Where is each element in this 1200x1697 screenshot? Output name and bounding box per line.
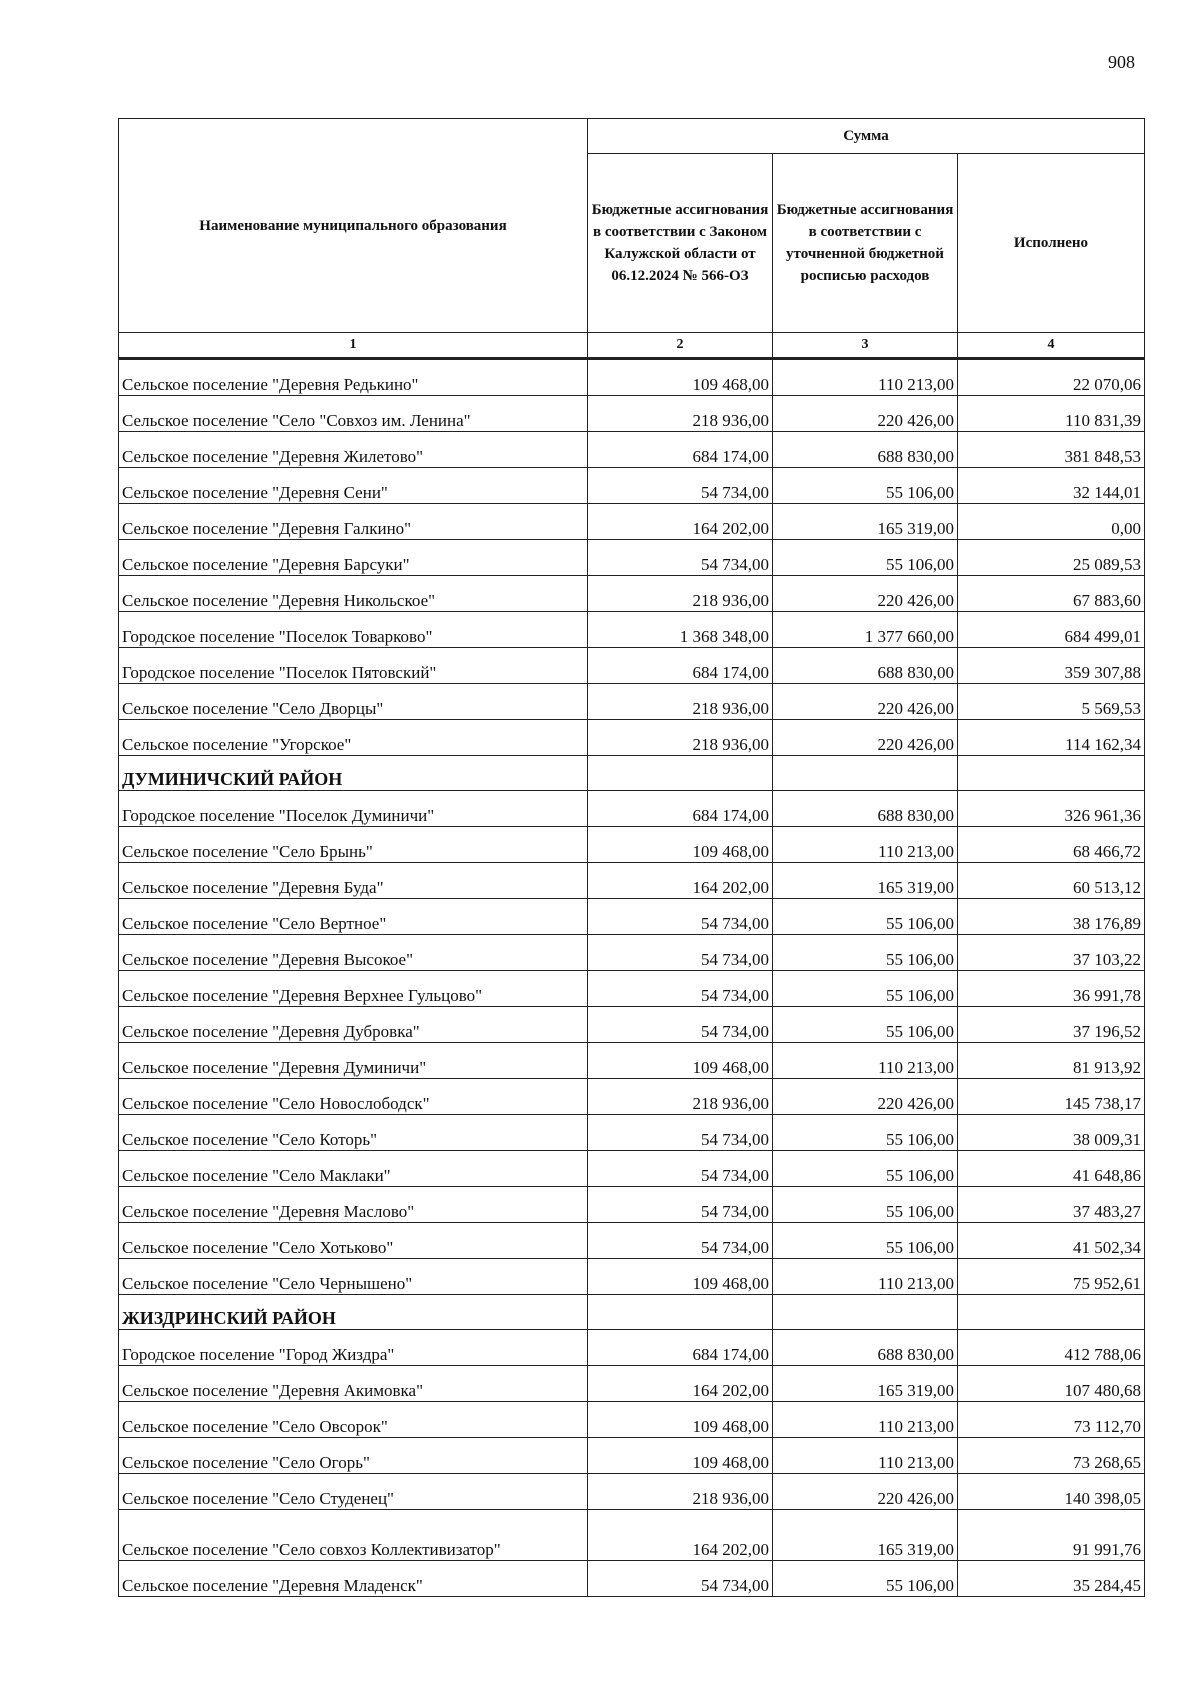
executed-amount-cell: 684 499,01 (958, 612, 1145, 648)
refined-appropriation-cell (773, 1295, 958, 1330)
refined-appropriation-cell: 55 106,00 (773, 899, 958, 935)
refined-appropriation-cell: 220 426,00 (773, 684, 958, 720)
municipality-name-cell: Сельское поселение "Село Брынь" (119, 827, 588, 863)
law-appropriation-cell: 54 734,00 (588, 935, 773, 971)
law-appropriation-cell: 54 734,00 (588, 1561, 773, 1597)
municipality-name-cell: Сельское поселение "Село Вертное" (119, 899, 588, 935)
executed-amount-cell: 32 144,01 (958, 468, 1145, 504)
law-appropriation-cell: 109 468,00 (588, 1043, 773, 1079)
municipality-name-cell: Сельское поселение "Деревня Никольское" (119, 576, 588, 612)
law-appropriation-cell: 1 368 348,00 (588, 612, 773, 648)
executed-amount-cell: 67 883,60 (958, 576, 1145, 612)
table-row (119, 684, 1145, 720)
refined-appropriation-cell: 220 426,00 (773, 396, 958, 432)
law-appropriation-cell: 109 468,00 (588, 827, 773, 863)
refined-appropriation-cell: 1 377 660,00 (773, 612, 958, 648)
executed-amount-cell: 37 483,27 (958, 1187, 1145, 1223)
executed-amount-cell: 91 991,76 (958, 1510, 1145, 1561)
refined-appropriation-cell: 55 106,00 (773, 1151, 958, 1187)
executed-amount-cell: 75 952,61 (958, 1259, 1145, 1295)
refined-appropriation-cell: 55 106,00 (773, 971, 958, 1007)
table-row (119, 1079, 1145, 1115)
law-appropriation-cell: 54 734,00 (588, 468, 773, 504)
municipality-name-cell: Сельское поселение "Деревня Буда" (119, 863, 588, 899)
executed-amount-cell: 107 480,68 (958, 1366, 1145, 1402)
executed-amount-cell: 25 089,53 (958, 540, 1145, 576)
executed-amount-cell: 5 569,53 (958, 684, 1145, 720)
table-row (119, 504, 1145, 540)
executed-amount-cell: 22 070,06 (958, 359, 1145, 396)
table-body (119, 359, 1145, 1597)
municipality-name-cell: Сельское поселение "Деревня Барсуки" (119, 540, 588, 576)
executed-amount-cell: 73 112,70 (958, 1402, 1145, 1438)
executed-amount-cell: 37 103,22 (958, 935, 1145, 971)
executed-amount-cell: 60 513,12 (958, 863, 1145, 899)
municipality-name-cell: Сельское поселение "Село совхоз Коллективизатор" (119, 1510, 588, 1561)
executed-amount-cell (958, 756, 1145, 791)
municipality-name-cell: Сельское поселение "Деревня Галкино" (119, 504, 588, 540)
executed-amount-cell: 359 307,88 (958, 648, 1145, 684)
municipality-name-cell: Сельское поселение "Село "Совхоз им. Ленина" (119, 396, 588, 432)
law-appropriation-cell: 109 468,00 (588, 1402, 773, 1438)
law-appropriation-cell: 684 174,00 (588, 1330, 773, 1366)
refined-appropriation-cell: 220 426,00 (773, 576, 958, 612)
municipality-name-cell: Сельское поселение "Деревня Высокое" (119, 935, 588, 971)
table-row (119, 1223, 1145, 1259)
refined-appropriation-cell: 165 319,00 (773, 1510, 958, 1561)
law-appropriation-cell: 164 202,00 (588, 1366, 773, 1402)
refined-appropriation-cell: 165 319,00 (773, 863, 958, 899)
law-appropriation-cell: 109 468,00 (588, 359, 773, 396)
table-row (119, 648, 1145, 684)
municipality-name-cell: Сельское поселение "Деревня Акимовка" (119, 1366, 588, 1402)
table-row (119, 1561, 1145, 1597)
refined-appropriation-cell: 688 830,00 (773, 648, 958, 684)
header-executed: Исполнено (958, 154, 1145, 333)
executed-amount-cell: 36 991,78 (958, 971, 1145, 1007)
law-appropriation-cell: 218 936,00 (588, 396, 773, 432)
municipality-name-cell: Сельское поселение "Село Огорь" (119, 1438, 588, 1474)
law-appropriation-cell: 109 468,00 (588, 1438, 773, 1474)
executed-amount-cell: 412 788,06 (958, 1330, 1145, 1366)
municipality-name-cell: Сельское поселение "Деревня Верхнее Гульцово" (119, 971, 588, 1007)
municipality-name-cell: Сельское поселение "Деревня Редькино" (119, 359, 588, 396)
table-row (119, 1438, 1145, 1474)
header-column-number: 4 (958, 333, 1145, 359)
table-row (119, 1187, 1145, 1223)
executed-amount-cell: 73 268,65 (958, 1438, 1145, 1474)
table-row (119, 720, 1145, 756)
refined-appropriation-cell: 55 106,00 (773, 1187, 958, 1223)
municipality-name-cell: Сельское поселение "Село Дворцы" (119, 684, 588, 720)
executed-amount-cell: 41 648,86 (958, 1151, 1145, 1187)
header-refined-appropriations: Бюджетные ассигнования в соответствии с уточненной бюджетной росписью расходов (773, 154, 958, 333)
table-header (119, 119, 1145, 359)
municipality-name-cell: Городское поселение "Поселок Думиничи" (119, 791, 588, 827)
executed-amount-cell: 326 961,36 (958, 791, 1145, 827)
refined-appropriation-cell: 688 830,00 (773, 432, 958, 468)
law-appropriation-cell: 684 174,00 (588, 648, 773, 684)
district-header-row (119, 1295, 1145, 1330)
refined-appropriation-cell: 220 426,00 (773, 1474, 958, 1510)
executed-amount-cell: 381 848,53 (958, 432, 1145, 468)
table-row (119, 1115, 1145, 1151)
header-name-column: Наименование муниципального образования (119, 119, 588, 333)
table-row (119, 1043, 1145, 1079)
law-appropriation-cell: 164 202,00 (588, 1510, 773, 1561)
table-row (119, 971, 1145, 1007)
table-row (119, 1474, 1145, 1510)
municipality-name-cell: Сельское поселение "Деревня Думиничи" (119, 1043, 588, 1079)
refined-appropriation-cell: 55 106,00 (773, 1561, 958, 1597)
municipality-name-cell: Сельское поселение "Деревня Сени" (119, 468, 588, 504)
municipality-name-cell: Городское поселение "Поселок Товарково" (119, 612, 588, 648)
law-appropriation-cell (588, 1295, 773, 1330)
budget-table (118, 118, 1145, 1597)
law-appropriation-cell: 218 936,00 (588, 720, 773, 756)
law-appropriation-cell (588, 756, 773, 791)
law-appropriation-cell: 684 174,00 (588, 791, 773, 827)
refined-appropriation-cell: 220 426,00 (773, 1079, 958, 1115)
executed-amount-cell: 41 502,34 (958, 1223, 1145, 1259)
page-number: 908 (1108, 52, 1135, 72)
table-row (119, 827, 1145, 863)
table-row (119, 468, 1145, 504)
refined-appropriation-cell: 688 830,00 (773, 1330, 958, 1366)
municipality-name-cell: Сельское поселение "Деревня Маслово" (119, 1187, 588, 1223)
table-row (119, 863, 1145, 899)
law-appropriation-cell: 109 468,00 (588, 1259, 773, 1295)
refined-appropriation-cell: 110 213,00 (773, 1043, 958, 1079)
refined-appropriation-cell: 110 213,00 (773, 359, 958, 396)
header-sum-group: Сумма (588, 119, 1145, 154)
refined-appropriation-cell: 688 830,00 (773, 791, 958, 827)
executed-amount-cell (958, 1295, 1145, 1330)
table-row (119, 1259, 1145, 1295)
law-appropriation-cell: 218 936,00 (588, 576, 773, 612)
header-column-number: 2 (588, 333, 773, 359)
table-row (119, 540, 1145, 576)
executed-amount-cell: 35 284,45 (958, 1561, 1145, 1597)
refined-appropriation-cell (773, 756, 958, 791)
table-row (119, 1510, 1145, 1561)
refined-appropriation-cell: 110 213,00 (773, 1402, 958, 1438)
table-row (119, 1330, 1145, 1366)
table-row (119, 432, 1145, 468)
table-row (119, 791, 1145, 827)
law-appropriation-cell: 54 734,00 (588, 971, 773, 1007)
refined-appropriation-cell: 165 319,00 (773, 1366, 958, 1402)
executed-amount-cell: 37 196,52 (958, 1007, 1145, 1043)
refined-appropriation-cell: 55 106,00 (773, 935, 958, 971)
municipality-name-cell: Сельское поселение "Село Которь" (119, 1115, 588, 1151)
table-row (119, 1151, 1145, 1187)
municipality-name-cell: Сельское поселение "Село Хотьково" (119, 1223, 588, 1259)
law-appropriation-cell: 218 936,00 (588, 1474, 773, 1510)
law-appropriation-cell: 164 202,00 (588, 863, 773, 899)
law-appropriation-cell: 54 734,00 (588, 1115, 773, 1151)
law-appropriation-cell: 218 936,00 (588, 684, 773, 720)
refined-appropriation-cell: 55 106,00 (773, 1115, 958, 1151)
district-header-row (119, 756, 1145, 791)
municipality-name-cell: Сельское поселение "Село Студенец" (119, 1474, 588, 1510)
executed-amount-cell: 110 831,39 (958, 396, 1145, 432)
law-appropriation-cell: 684 174,00 (588, 432, 773, 468)
municipality-name-cell: Сельское поселение "Деревня Дубровка" (119, 1007, 588, 1043)
law-appropriation-cell: 218 936,00 (588, 1079, 773, 1115)
executed-amount-cell: 145 738,17 (958, 1079, 1145, 1115)
header-law-appropriations: Бюджетные ассигнования в соответствии с Законом Калужской области от 06.12.2024 № 566-ОЗ (588, 154, 773, 333)
table-row (119, 396, 1145, 432)
table-row (119, 612, 1145, 648)
table-row (119, 1007, 1145, 1043)
refined-appropriation-cell: 55 106,00 (773, 540, 958, 576)
refined-appropriation-cell: 220 426,00 (773, 720, 958, 756)
municipality-name-cell: Сельское поселение "Село Чернышено" (119, 1259, 588, 1295)
refined-appropriation-cell: 110 213,00 (773, 827, 958, 863)
executed-amount-cell: 38 009,31 (958, 1115, 1145, 1151)
executed-amount-cell: 68 466,72 (958, 827, 1145, 863)
table-row (119, 1402, 1145, 1438)
table-row (119, 899, 1145, 935)
executed-amount-cell: 114 162,34 (958, 720, 1145, 756)
refined-appropriation-cell: 55 106,00 (773, 1007, 958, 1043)
executed-amount-cell: 81 913,92 (958, 1043, 1145, 1079)
law-appropriation-cell: 54 734,00 (588, 1187, 773, 1223)
executed-amount-cell: 140 398,05 (958, 1474, 1145, 1510)
header-column-number: 1 (119, 333, 588, 359)
refined-appropriation-cell: 55 106,00 (773, 1223, 958, 1259)
municipality-name-cell: Сельское поселение "Деревня Жилетово" (119, 432, 588, 468)
municipality-name-cell: Городское поселение "Поселок Пятовский" (119, 648, 588, 684)
executed-amount-cell: 38 176,89 (958, 899, 1145, 935)
table-row (119, 359, 1145, 396)
law-appropriation-cell: 54 734,00 (588, 899, 773, 935)
refined-appropriation-cell: 165 319,00 (773, 504, 958, 540)
table-row (119, 576, 1145, 612)
header-column-number: 3 (773, 333, 958, 359)
refined-appropriation-cell: 110 213,00 (773, 1438, 958, 1474)
municipality-name-cell: ДУМИНИЧСКИЙ РАЙОН (119, 756, 588, 791)
municipality-name-cell: Сельское поселение "Село Овсорок" (119, 1402, 588, 1438)
law-appropriation-cell: 54 734,00 (588, 1007, 773, 1043)
refined-appropriation-cell: 55 106,00 (773, 468, 958, 504)
law-appropriation-cell: 164 202,00 (588, 504, 773, 540)
municipality-name-cell: ЖИЗДРИНСКИЙ РАЙОН (119, 1295, 588, 1330)
municipality-name-cell: Сельское поселение "Деревня Младенск" (119, 1561, 588, 1597)
refined-appropriation-cell: 110 213,00 (773, 1259, 958, 1295)
law-appropriation-cell: 54 734,00 (588, 1223, 773, 1259)
executed-amount-cell: 0,00 (958, 504, 1145, 540)
municipality-name-cell: Городское поселение "Город Жиздра" (119, 1330, 588, 1366)
municipality-name-cell: Сельское поселение "Село Маклаки" (119, 1151, 588, 1187)
table-row (119, 1366, 1145, 1402)
municipality-name-cell: Сельское поселение "Угорское" (119, 720, 588, 756)
law-appropriation-cell: 54 734,00 (588, 540, 773, 576)
municipality-name-cell: Сельское поселение "Село Новослободск" (119, 1079, 588, 1115)
law-appropriation-cell: 54 734,00 (588, 1151, 773, 1187)
table-row (119, 935, 1145, 971)
